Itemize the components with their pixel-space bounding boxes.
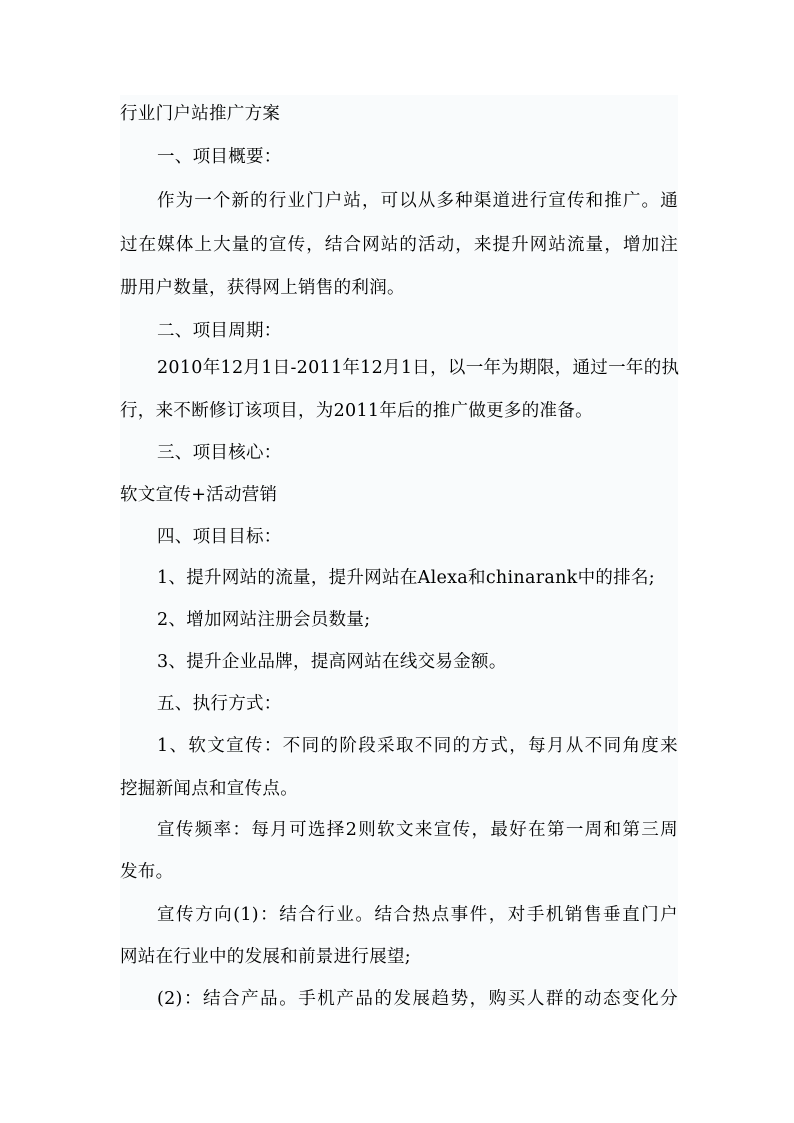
paragraph-line: 发布。 — [120, 862, 174, 882]
paragraph-line: 作为一个新的行业门户站，可以从多种渠道进行宣传和推广。通 — [157, 191, 678, 211]
paragraph-line: 宣传频率：每月可选择2则软文来宣传，最好在第一周和第三周 — [157, 820, 678, 840]
document-title: 行业门户站推广方案 — [120, 104, 281, 124]
section-heading-goals: 四、项目目标： — [157, 527, 282, 547]
paragraph-line: 软文宣传+活动营销 — [120, 485, 278, 505]
paragraph-line: 过在媒体上大量的宣传，结合网站的活动，来提升网站流量，增加注 — [120, 235, 678, 255]
list-item: 3、提升企业品牌，提高网站在线交易金额。 — [157, 652, 507, 672]
section-heading-core: 三、项目核心： — [157, 443, 282, 463]
paragraph-line: 宣传方向(1)：结合行业。结合热点事件，对手机销售垂直门户 — [157, 905, 678, 925]
section-heading-execution: 五、执行方式： — [157, 694, 282, 714]
section-heading-period: 二、项目周期： — [157, 321, 282, 341]
paragraph-line: 册用户数量，获得网上销售的利润。 — [120, 278, 405, 298]
paragraph-line: (2)：结合产品。手机产品的发展趋势，购买人群的动态变化分 — [157, 989, 678, 1009]
section-heading-overview: 一、项目概要： — [157, 147, 282, 167]
paragraph-line: 挖掘新闻点和宣传点。 — [120, 779, 298, 799]
paragraph-line: 网站在行业中的发展和前景进行展望; — [120, 947, 411, 967]
paragraph-line: 行，来不断修订该项目，为2011年后的推广做更多的准备。 — [120, 401, 593, 421]
document-page — [120, 95, 678, 1010]
paragraph-line: 2010年12月1日-2011年12月1日，以一年为期限，通过一年的执 — [157, 358, 680, 378]
paragraph-line: 1、软文宣传：不同的阶段采取不同的方式，每月从不同角度来 — [157, 736, 678, 756]
list-item: 1、提升网站的流量，提升网站在Alexa和chinarank中的排名; — [157, 568, 655, 588]
list-item: 2、增加网站注册会员数量; — [157, 610, 371, 630]
